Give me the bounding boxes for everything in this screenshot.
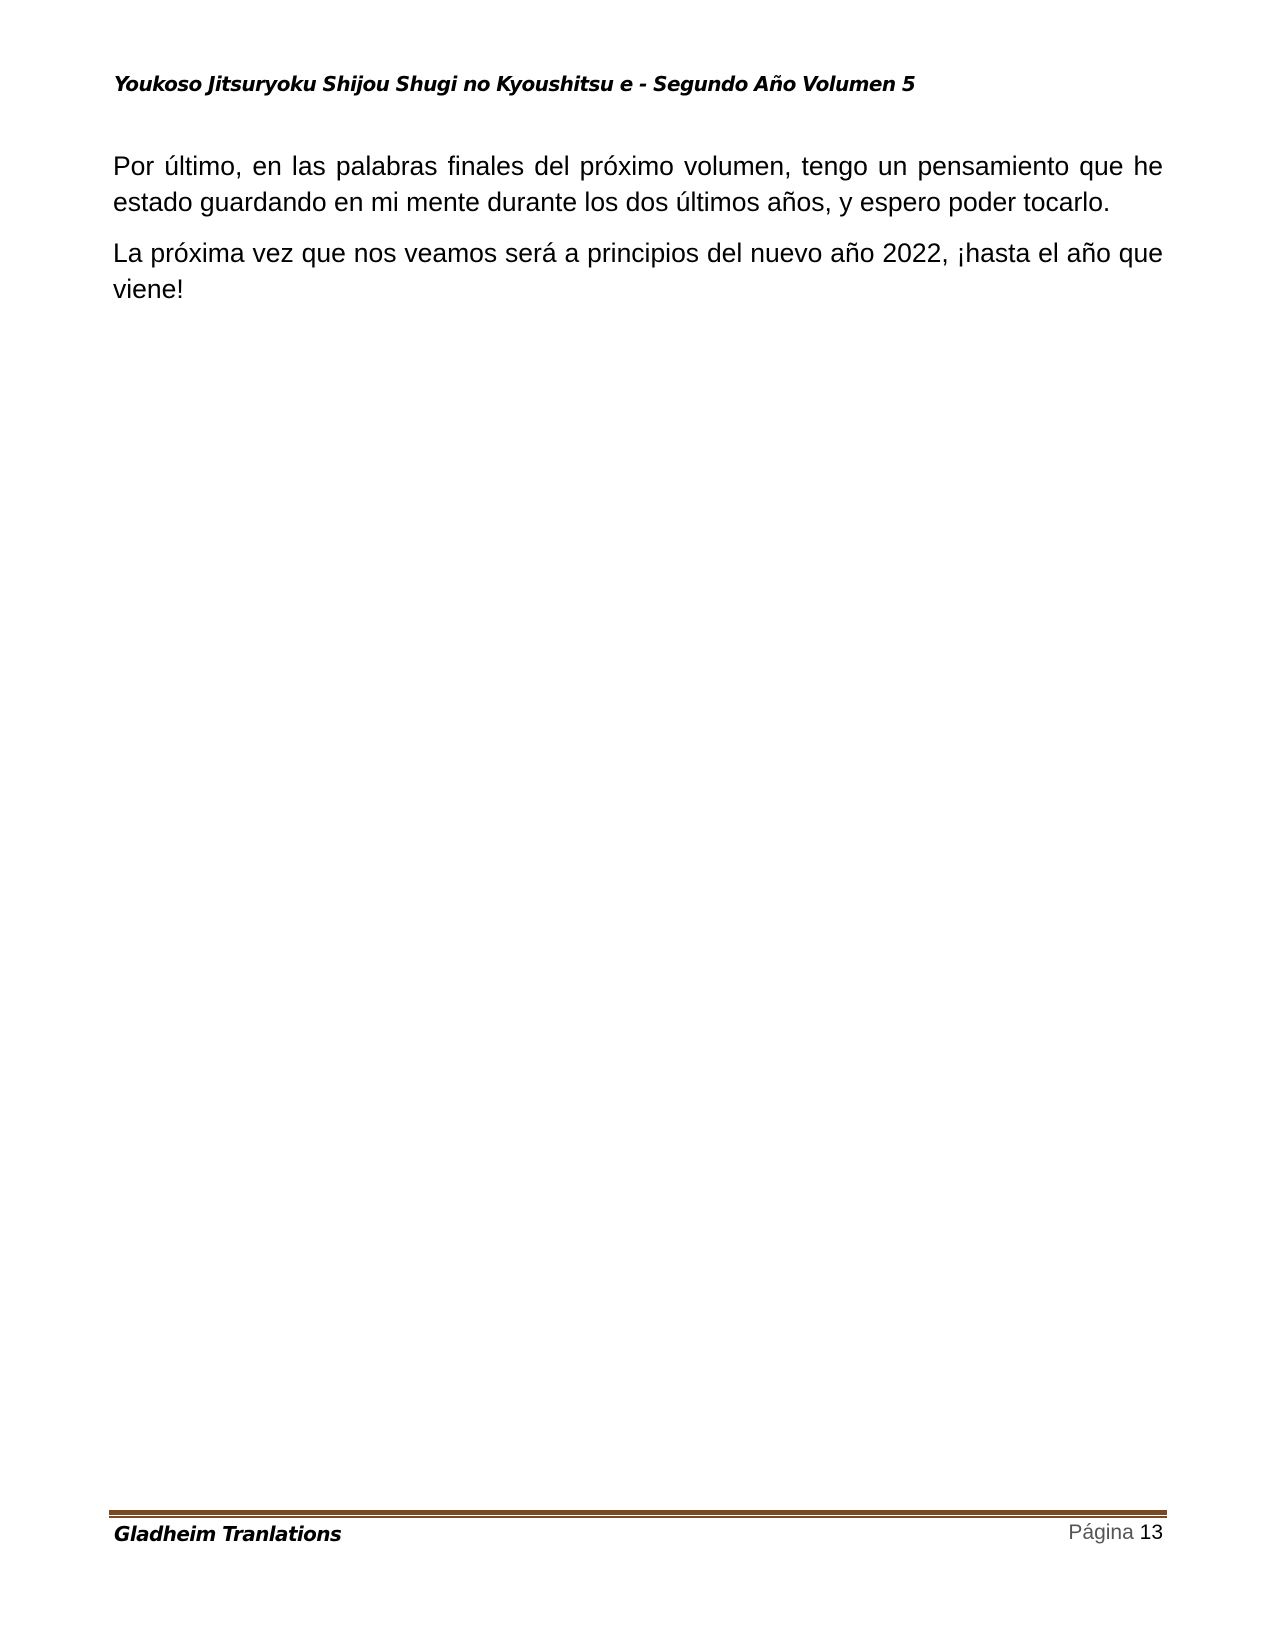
page-number-block <box>1068 1521 1163 1545</box>
running-header: Youkoso Jitsuryoku Shijou Shugi no Kyoushitsu e - Segundo Año Volumen 5 <box>114 72 916 96</box>
footer-rule <box>109 1510 1167 1518</box>
paragraph: La próxima vez que nos veamos será a principios del nuevo año 2022, ¡hasta el año que viene! <box>113 238 1163 304</box>
footer-credit: Gladheim Tranlations <box>114 1522 342 1546</box>
page-number: 13 <box>1139 1521 1163 1544</box>
body-text <box>113 148 1163 322</box>
paragraph: Por último, en las palabras finales del próximo volumen, tengo un pensamiento que he estado guardando en mi mente durante los dos últimos años, y espero poder tocarlo. <box>113 151 1163 217</box>
page-label: Página <box>1068 1521 1134 1544</box>
footer-rule-thick <box>109 1510 1167 1515</box>
footer-rule-thin <box>109 1516 1167 1518</box>
